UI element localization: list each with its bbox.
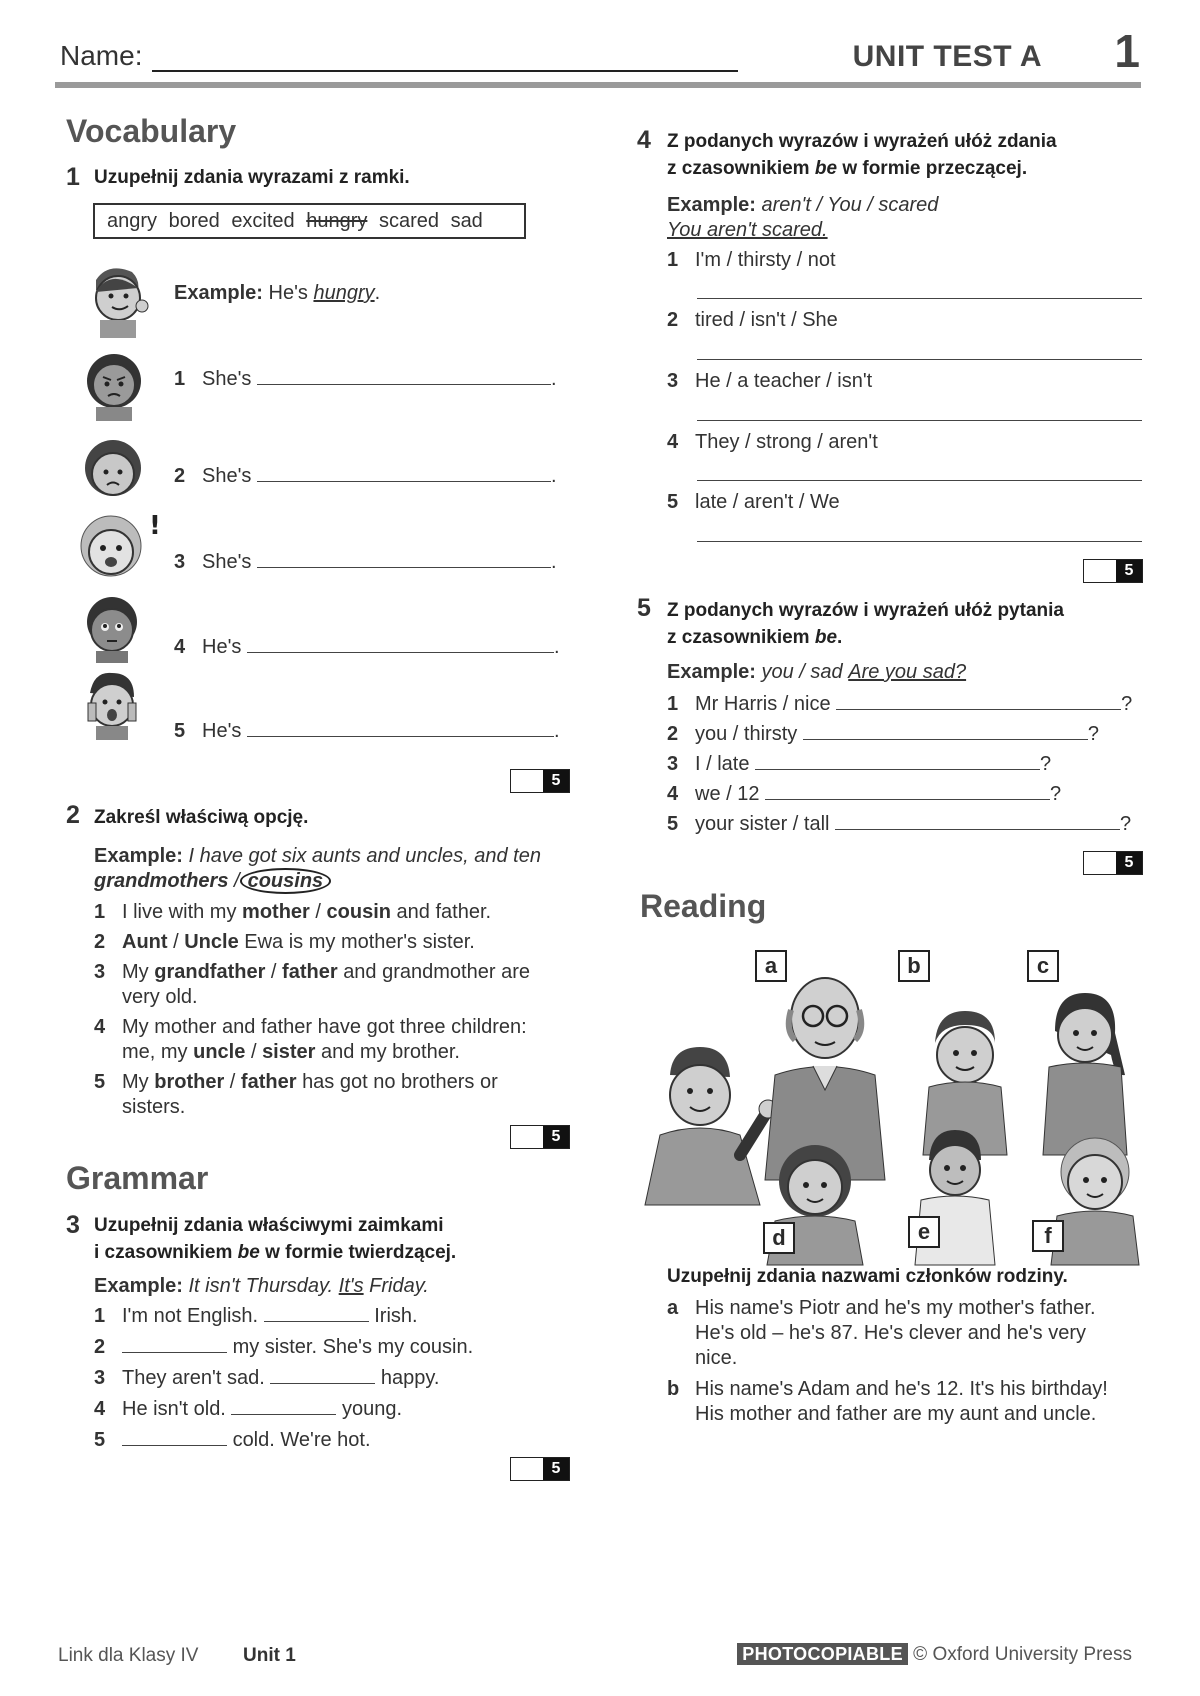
- answer-line[interactable]: [697, 420, 1142, 421]
- item-number: 3: [94, 961, 106, 983]
- item-number: 4: [94, 1398, 106, 1420]
- item-number: 3: [94, 1367, 106, 1389]
- item-text: you / thirsty: [695, 723, 798, 745]
- item-text: I / late: [695, 753, 750, 775]
- answer-blank[interactable]: [257, 368, 551, 385]
- example-label: Example:: [174, 282, 263, 304]
- item-text: your sister / tall: [695, 813, 830, 835]
- instruction-line: Uzupełnij zdania właściwymi zaimkami: [94, 1215, 444, 1236]
- item-number: b: [667, 1378, 680, 1400]
- score-max: 5: [1116, 852, 1142, 874]
- item-text: He / a teacher / isn't: [695, 370, 873, 392]
- item-text: nice.: [695, 1347, 738, 1369]
- question-mark: ?: [1120, 813, 1132, 835]
- item-text: tired / isn't / She: [695, 309, 838, 331]
- item-text: and father.: [396, 901, 492, 923]
- question-mark: ?: [1121, 693, 1133, 715]
- item-text: happy.: [380, 1367, 440, 1389]
- option-a[interactable]: uncle: [193, 1041, 246, 1063]
- q5-instruction: [667, 597, 1064, 651]
- q3-item: [94, 1428, 473, 1459]
- item-number: 2: [667, 309, 679, 331]
- option-a[interactable]: mother: [242, 901, 310, 923]
- example-text: you / sad: [761, 661, 843, 683]
- instruction-be: be: [237, 1242, 260, 1263]
- answer-line[interactable]: [697, 541, 1142, 542]
- grammar-heading: Grammar: [66, 1160, 209, 1196]
- example-answer: You aren't scared.: [667, 219, 828, 241]
- q3-instruction: [94, 1212, 456, 1266]
- example-end: .: [374, 282, 381, 304]
- option-a[interactable]: brother: [154, 1071, 225, 1093]
- q5-item: [667, 812, 1132, 842]
- q1-item: 4 He's .: [174, 636, 560, 658]
- item-text: He isn't old.: [122, 1398, 226, 1420]
- q1-score-box[interactable]: [510, 769, 570, 793]
- answer-blank[interactable]: [836, 693, 1121, 710]
- q2-item: [94, 930, 564, 955]
- instruction-line: w formie twierdzącej.: [265, 1242, 457, 1263]
- word-box-item: angry: [107, 210, 158, 232]
- option-b[interactable]: father: [240, 1071, 297, 1093]
- photocopiable-badge: PHOTOCOPIABLE: [737, 1643, 908, 1665]
- q4-score-box[interactable]: [1083, 559, 1143, 583]
- example-text: He's: [268, 282, 308, 304]
- instruction-line: z czasownikiem: [667, 627, 810, 648]
- option-b[interactable]: Uncle: [184, 931, 239, 953]
- q4-number: 4: [637, 126, 651, 154]
- picture-label-b: b: [898, 950, 930, 982]
- answer-blank[interactable]: [257, 551, 551, 568]
- item-text: He's: [202, 720, 242, 742]
- q2-item: [94, 900, 564, 925]
- unit-number: 1: [1114, 25, 1140, 77]
- option-a[interactable]: grandfather: [154, 961, 266, 983]
- q2-item: [94, 1015, 564, 1065]
- example-label: Example:: [94, 1275, 183, 1297]
- q1-item: 1 She's .: [174, 368, 557, 390]
- example-answer: Are you sad?: [848, 661, 967, 683]
- header-rule: [55, 82, 1141, 88]
- bored-boy-illustration: [87, 597, 137, 663]
- item-text: and grandmother are: [343, 961, 530, 983]
- item-number: 1: [174, 368, 186, 390]
- answer-blank[interactable]: [231, 1398, 336, 1415]
- score-max: 5: [1116, 560, 1142, 582]
- example-answer: hungry: [313, 282, 375, 304]
- q3-score-box[interactable]: [510, 1457, 570, 1481]
- answer-blank[interactable]: [755, 753, 1040, 770]
- answer-line[interactable]: [697, 359, 1142, 360]
- footer-unit: Unit 1: [243, 1645, 296, 1666]
- example-label: Example:: [94, 845, 183, 867]
- q1-item: 3 She's .: [174, 551, 557, 573]
- item-text: I'm not English.: [122, 1305, 259, 1327]
- q1-item: 5 He's .: [174, 720, 560, 742]
- picture-label-e: e: [908, 1216, 940, 1248]
- option-b[interactable]: cousin: [326, 901, 391, 923]
- q4-item: [667, 430, 878, 455]
- q3-item: [94, 1397, 473, 1428]
- q5-item: [667, 722, 1132, 752]
- copyright-text: © Oxford University Press: [913, 1644, 1132, 1665]
- item-number: 4: [667, 431, 679, 453]
- picture-label-d: d: [763, 1222, 795, 1254]
- q3-item: [94, 1335, 473, 1366]
- instruction-line: .: [837, 627, 843, 648]
- girl-c-illustration: [1043, 993, 1127, 1155]
- word-box: [93, 203, 526, 239]
- hungry-boy-illustration: [96, 268, 148, 338]
- example-text: It isn't Thursday.: [188, 1275, 334, 1297]
- answer-blank[interactable]: [765, 783, 1050, 800]
- item-number: 4: [667, 783, 679, 805]
- item-number: 5: [174, 720, 186, 742]
- item-number: 2: [174, 465, 186, 487]
- q4-item: [667, 248, 836, 273]
- name-blank-line[interactable]: [152, 70, 738, 72]
- item-text: young.: [342, 1398, 403, 1420]
- item-text: I'm / thirsty / not: [695, 249, 836, 271]
- option-b[interactable]: father: [282, 961, 338, 983]
- item-text: sisters.: [122, 1096, 186, 1118]
- q5-item: [667, 692, 1132, 722]
- item-text: My: [122, 961, 149, 983]
- reading-list: [667, 1296, 1167, 1427]
- picture-label-f: f: [1032, 1220, 1064, 1252]
- answer-blank[interactable]: [122, 1336, 227, 1353]
- item-number: 1: [94, 901, 106, 923]
- q2-item: [94, 1070, 564, 1120]
- score-max: 5: [543, 1126, 569, 1148]
- item-text: very old.: [122, 986, 198, 1008]
- item-text: and my brother.: [321, 1041, 460, 1063]
- q4-item: [667, 490, 840, 515]
- item-number: 5: [667, 491, 679, 513]
- example-label: Example:: [667, 661, 756, 683]
- item-number: 2: [94, 1336, 106, 1358]
- q4-item: [667, 369, 872, 394]
- q5-item: [667, 782, 1132, 812]
- q2-item: [94, 960, 564, 1010]
- option-separator: /: [229, 1071, 236, 1093]
- picture-label-c: c: [1027, 950, 1059, 982]
- q2-instruction: Zakreśl właściwą opcję.: [94, 807, 309, 828]
- option-separator: /: [250, 1041, 257, 1063]
- example-text: aren't / You / scared: [761, 194, 939, 216]
- footer-course: Link dla Klasy IV: [58, 1645, 199, 1666]
- q2-list: [94, 900, 564, 1120]
- reading-instruction: Uzupełnij zdania nazwami członków rodziny.: [667, 1266, 1068, 1287]
- example-option: grandmothers: [94, 870, 229, 892]
- item-text: Irish.: [374, 1305, 418, 1327]
- q1-example: [174, 281, 380, 306]
- footer-copyright-block: [737, 1644, 1132, 1666]
- item-text: His name's Adam and he's 12. It's his birthday!: [695, 1378, 1108, 1400]
- svg-text:!: !: [149, 511, 161, 541]
- item-number: 3: [667, 753, 679, 775]
- q3-number: 3: [66, 1211, 80, 1239]
- item-text: She's: [202, 465, 252, 487]
- answer-blank[interactable]: [803, 723, 1088, 740]
- grandmother-illustration: [1051, 1138, 1139, 1265]
- word-box-item: scared: [378, 210, 439, 232]
- item-text: My: [122, 1071, 149, 1093]
- item-text: He's: [202, 636, 242, 658]
- item-number: 2: [94, 931, 106, 953]
- option-separator: /: [234, 870, 240, 892]
- option-b[interactable]: sister: [262, 1041, 316, 1063]
- q5-number: 5: [637, 594, 651, 622]
- question-mark: ?: [1087, 723, 1099, 745]
- q1-instruction: Uzupełnij zdania wyrazami z ramki.: [94, 167, 410, 188]
- instruction-line: w formie przeczącej.: [842, 158, 1028, 179]
- item-number: 1: [667, 693, 679, 715]
- angry-girl-illustration: [87, 354, 141, 421]
- picture-label-a: a: [755, 950, 787, 982]
- q4-instruction: [667, 128, 1057, 182]
- item-text: late / aren't / We: [695, 491, 840, 513]
- instruction-line: Z podanych wyrazów i wyrażeń ułóż zdania: [667, 131, 1057, 152]
- answer-blank[interactable]: [264, 1305, 369, 1322]
- option-separator: /: [270, 961, 277, 983]
- instruction-line: z czasownikiem: [667, 158, 810, 179]
- item-text: has got no brothers or: [302, 1071, 498, 1093]
- example-end: Friday.: [369, 1275, 429, 1297]
- q2-number: 2: [66, 801, 80, 829]
- q4-item: [667, 308, 838, 333]
- q4-example: [667, 193, 938, 243]
- item-text: Mr Harris / nice: [695, 693, 831, 715]
- word-box-item: bored: [168, 210, 220, 232]
- item-text: She's: [202, 368, 252, 390]
- item-number: 1: [667, 249, 679, 271]
- score-max: 5: [543, 770, 569, 792]
- item-text: He's old – he's 87. He's clever and he's very: [695, 1322, 1087, 1344]
- instruction-be: be: [814, 158, 838, 179]
- answer-line[interactable]: [697, 298, 1142, 299]
- example-circled-option: cousins: [240, 868, 332, 894]
- instruction-line: i czasownikiem: [94, 1242, 233, 1263]
- item-text: me, my: [122, 1041, 188, 1063]
- item-number: 4: [94, 1016, 106, 1038]
- item-number: 1: [94, 1305, 106, 1327]
- item-text: They aren't sad.: [122, 1367, 265, 1389]
- item-text: They / strong / aren't: [695, 431, 878, 453]
- item-text: My mother and father have got three children:: [122, 1016, 527, 1038]
- q5-score-box[interactable]: [1083, 851, 1143, 875]
- item-text: we / 12: [695, 783, 760, 805]
- question-mark: ?: [1050, 783, 1062, 805]
- q1-item: 2 She's .: [174, 465, 557, 487]
- item-number: 5: [94, 1071, 106, 1093]
- q2-example: [94, 844, 541, 894]
- word-box-item: excited: [231, 210, 295, 232]
- sad-girl-illustration: [85, 440, 141, 496]
- answer-blank[interactable]: [122, 1429, 227, 1446]
- item-number: 5: [667, 813, 679, 835]
- name-label: Name:: [60, 40, 143, 71]
- example-text: I have got six aunts and uncles, and ten: [188, 845, 541, 867]
- item-text: I live with my: [122, 901, 237, 923]
- vocabulary-heading: Vocabulary: [66, 113, 237, 149]
- item-text: His mother and father are my aunt and uncle.: [695, 1403, 1097, 1425]
- item-text: His name's Piotr and he's my mother's father.: [695, 1297, 1096, 1319]
- item-number: 5: [94, 1429, 106, 1451]
- option-separator: /: [173, 931, 179, 953]
- item-text: Ewa is my mother's sister.: [244, 931, 475, 953]
- reading-heading: Reading: [640, 888, 767, 924]
- answer-blank[interactable]: [270, 1367, 375, 1384]
- q2-score-box[interactable]: [510, 1125, 570, 1149]
- answer-blank[interactable]: [247, 720, 554, 737]
- item-text: cold. We're hot.: [232, 1429, 371, 1451]
- word-box-item: sad: [450, 210, 483, 232]
- item-number: a: [667, 1297, 679, 1319]
- excited-girl-illustration: [81, 511, 161, 576]
- scared-boy-illustration: [88, 673, 136, 740]
- option-separator: /: [315, 901, 321, 923]
- item-text: my sister. She's my cousin.: [232, 1336, 474, 1358]
- option-a[interactable]: Aunt: [122, 931, 168, 953]
- answer-blank[interactable]: [257, 465, 551, 482]
- example-label: Example:: [667, 194, 756, 216]
- q3-list: [94, 1304, 473, 1459]
- face-illustrations: [78, 258, 161, 783]
- item-text: She's: [202, 551, 252, 573]
- item-number: 3: [174, 551, 186, 573]
- q3-example: [94, 1274, 429, 1299]
- answer-blank[interactable]: [835, 813, 1120, 830]
- score-max: 5: [543, 1458, 569, 1480]
- example-answer: It's: [338, 1275, 364, 1297]
- family-illustration: [635, 945, 1145, 1265]
- answer-line[interactable]: [697, 480, 1142, 481]
- q5-item: [667, 752, 1132, 782]
- q5-example: [667, 660, 966, 685]
- word-box-item-used: hungry: [306, 210, 368, 232]
- reading-item: [667, 1377, 1167, 1427]
- q5-list: [667, 692, 1132, 842]
- q1-number: 1: [66, 163, 80, 191]
- item-number: 2: [667, 723, 679, 745]
- item-number: 4: [174, 636, 186, 658]
- question-mark: ?: [1040, 753, 1052, 775]
- q3-item: [94, 1304, 473, 1335]
- instruction-be: be: [814, 627, 838, 648]
- q3-item: [94, 1366, 473, 1397]
- answer-blank[interactable]: [247, 636, 554, 653]
- test-title: UNIT TEST A: [852, 40, 1042, 73]
- item-number: 3: [667, 370, 679, 392]
- instruction-line: Z podanych wyrazów i wyrażeń ułóż pytania: [667, 600, 1064, 621]
- reading-item: [667, 1296, 1167, 1371]
- boy-waving-illustration: [645, 1047, 777, 1205]
